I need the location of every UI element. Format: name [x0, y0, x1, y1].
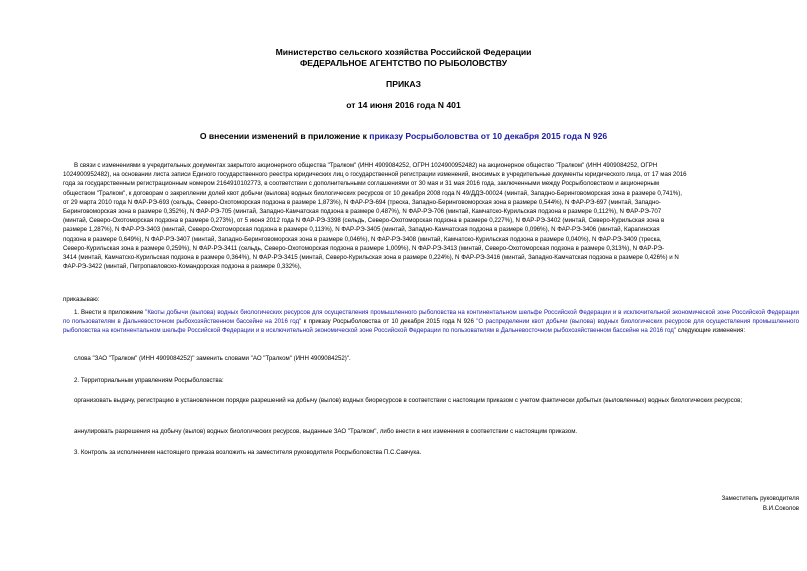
item-1-text: слова "ЗАО "Тралком" (ИНН 4909084252)" заменить словами "АО "Тралком" (ИНН 4909084252)".	[74, 355, 351, 362]
preamble-line: Беринговоморская зона в размере 0,352%), N ФАР-РЭ-705 (минтай, Западно-Камчатская подзона в размере 0,487%), N ФАР-РЭ-706 (минтай, Камчатско-Курильская подзона в размере 0,112%), N ФАР-РЭ-707	[63, 207, 662, 215]
item-2-b: аннулировать разрешения на добычу (вылов) водных биологических ресурсов, выданные ЗАО "Тралком", либо внести в них изменения в соответствии с настоящим приказом.	[74, 428, 578, 435]
preamble-line: ФАР-РЭ-3422 (минтай, Петропавловско-Командорская подзона в размере 0,332%),	[63, 263, 302, 271]
preamble-line: подзона в размере 0,649%), N ФАР-РЭ-3407 (минтай, Западно-Беринговоморская зона в размере 0,046%), N ФАР-РЭ-3408 (минтай, Камчатско-Курильская подзона в размере 0,040%), N ФАР-РЭ-3409 (треска,	[63, 235, 662, 243]
item-1-prefix: 1. Внести в приложение	[74, 309, 146, 316]
preamble-line: от 29 марта 2010 года N ФАР-РЭ-693 (сельдь, Северо-Охотоморская подзона в размере 1,873%), N ФАР-РЭ-694 (треска, Западно-Беринговоморская зона в размере 0,544%), N ФАР-РЭ-697 (минтай, Западно-	[63, 198, 661, 206]
preamble	[63, 161, 798, 271]
subject-line	[0, 131, 807, 141]
preamble-line: Северо-Курильская зона в размере 0,259%), N ФАР-РЭ-3411 (сельдь, Северо-Охотоморская подзона в размере 1,009%), N ФАР-РЭ-3413 (минтай, Северо-Охотоморская подзона в размере 0,313%), N ФАР-РЭ-	[63, 244, 665, 252]
order-word: приказываю:	[63, 296, 100, 303]
item-2-a: организовать выдачу, регистрацию в установленном порядке разрешений на добычу (вылов) водных биоресурсов в соответствии с настоящим приказом с учетом фактически добытых (выловленных) водных биологических ресурсов;	[74, 397, 743, 404]
subject-prefix: О внесении изменений в приложение к	[199, 131, 370, 141]
preamble-line: (минтай, Северо-Охотоморская подзона в размере 0,273%), от 5 июня 2012 года N ФАР-РЭ-3398 (сельдь, Северо-Охотоморская подзона в размере 0,227%), N ФАР-РЭ-3402 (минтай, Северо-Курильская зона в	[63, 217, 665, 225]
preamble-line: 1024900952482), на основании листа записи Единого государственного реестра юридических лиц о государственной регистрации изменений, вносимых в учредительные документы юридического лица, от 17 мая 2016	[63, 171, 687, 179]
item-1-order-link[interactable]: "О распределении квот добычи (вылова) водных биологических ресурсов для осуществления промышленного рыболовства на континентальном шельфе Российской Федерации и в исключительной экономической зоне Российской Федерации по пользователям в Дальневосточном рыбохозяйственном бассейне на 2016 год"	[63, 318, 799, 335]
ministry-title: Министерство сельского хозяйства Российской Федерации	[275, 47, 532, 57]
preamble-line: В связи с изменениями в учредительных документах закрытого акционерного общества "Тралком" (ИНН 4909084252, ОГРН 1024900952482) на акционерное общество "Тралком" (ИНН 4909084252, ОГРН	[74, 162, 658, 169]
item-1-middle: к приказу Росрыболовства от 10 декабря 2015 года N 926	[301, 318, 477, 326]
signature-name: В.И.Соколов	[762, 505, 799, 512]
item-1-annex-link[interactable]: "Квоты добычи (вылова) водных биологических ресурсов для осуществления промышленного рыболовства на континентальном шельфе Российской Федерации и в исключительной экономической зоне Российской Федерации по пользователям в Дальневосточном рыбохозяйственном бассейне на 2016 год"	[63, 309, 799, 326]
item-1	[63, 308, 799, 336]
preamble-line: размере 1,287%), N ФАР-РЭ-3403 (минтай, Северо-Охотоморская подзона в размере 0,113%), N ФАР-РЭ-3405 (минтай, Западно-Камчатская подзона в размере 0,096%), N ФАР-РЭ-3406 (минтай, Карагинская	[63, 226, 660, 234]
subject-link[interactable]: приказу Росрыболовства от 10 декабря 2015 года N 926	[369, 131, 608, 141]
doc-type: ПРИКАЗ	[386, 79, 421, 89]
preamble-line: 3414 (минтай, Камчатско-Курильская подзона в размере 0,364%), N ФАР-РЭ-3415 (минтай, Северо-Курильская зона в размере 0,224%), N ФАР-РЭ-3416 (минтай, Западно-Камчатская подзона в размере 0,426%) и N	[63, 253, 679, 261]
preamble-line: года за государственным регистрационным номером 2164910102773, в соответствии с дополнительными соглашениями от 30 мая и 31 мая 2016 года, заключенными между Росрыболовством и акционерным	[63, 180, 660, 188]
signature	[722, 494, 799, 514]
signature-title: Заместитель руководителя	[721, 495, 799, 502]
doc-date: от 14 июня 2016 года N 401	[346, 100, 461, 110]
preamble-line: обществом "Тралком", к договорам о закреплении долей квот добычи (вылова) водных биологических ресурсов от 10 декабря 2008 года N 49/ДДЭ-00024 (минтай, Западно-Беринговоморская зона в размере 0,741%),	[63, 189, 682, 197]
agency-title: ФЕДЕРАЛЬНОЕ АГЕНТСТВО ПО РЫБОЛОВСТВУ	[299, 58, 508, 68]
item-1-suffix: следующие изменения:	[676, 327, 746, 335]
item-3: 3. Контроль за исполнением настоящего приказа возложить на заместителя руководителя Росрыболовства П.С.Савчука.	[74, 449, 422, 456]
item-2: 2. Территориальным управлениям Росрыболовства:	[74, 377, 224, 384]
